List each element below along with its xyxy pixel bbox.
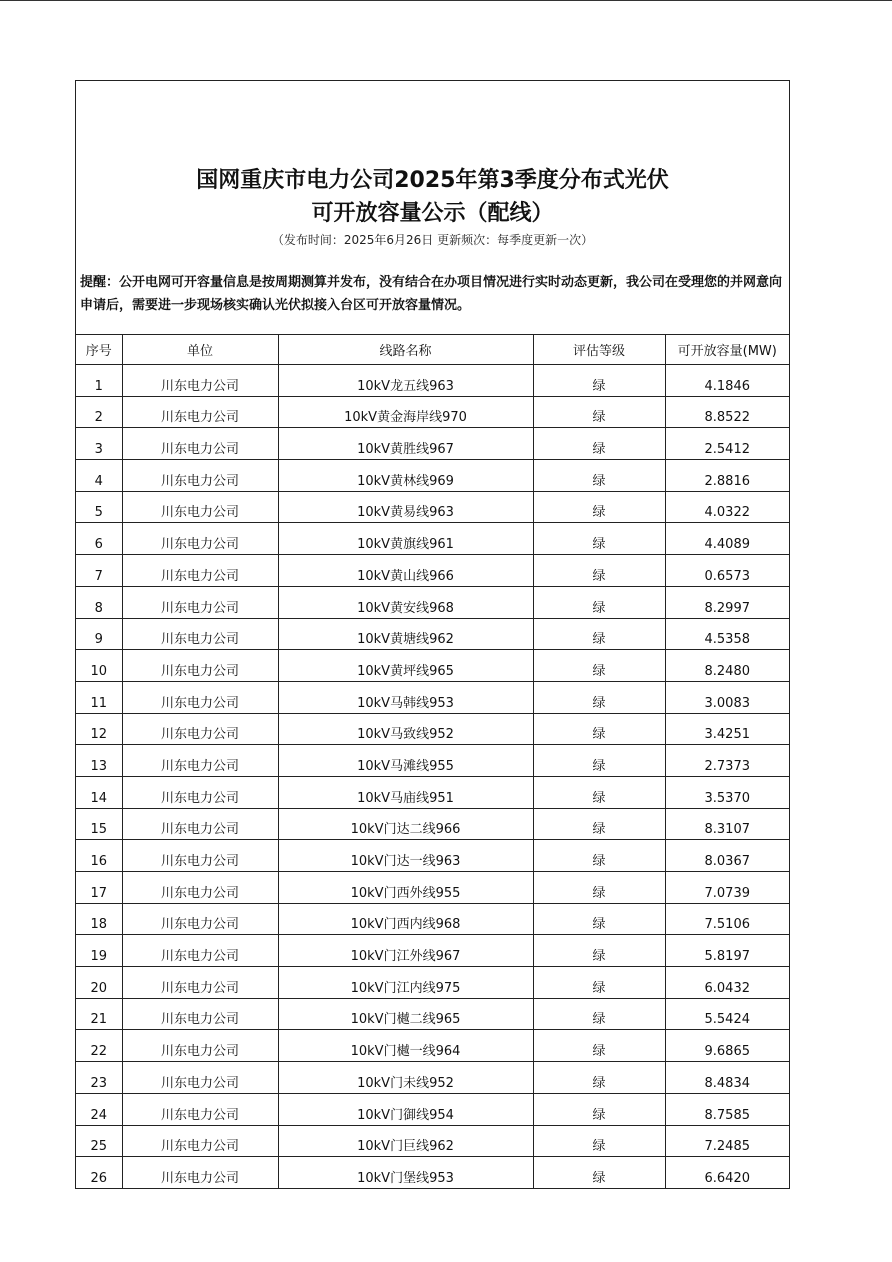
cell-line-name: 10kV门御线954 — [278, 1093, 533, 1125]
cell-line-name: 10kV门江内线975 — [278, 967, 533, 999]
cell-index: 16 — [76, 840, 122, 872]
cell-index: 20 — [76, 967, 122, 999]
cell-capacity: 8.7585 — [665, 1093, 789, 1125]
cell-unit: 川东电力公司 — [122, 460, 278, 492]
cell-index: 15 — [76, 808, 122, 840]
cell-line-name: 10kV马庙线951 — [278, 776, 533, 808]
cell-line-name: 10kV黄坪线965 — [278, 650, 533, 682]
cell-grade: 绿 — [533, 1093, 665, 1125]
cell-unit: 川东电力公司 — [122, 396, 278, 428]
cell-unit: 川东电力公司 — [122, 1030, 278, 1062]
cell-index: 10 — [76, 650, 122, 682]
page-title-line2: 可开放容量公示（配线） — [311, 201, 554, 226]
table-row — [76, 808, 789, 840]
cell-unit: 川东电力公司 — [122, 491, 278, 523]
cell-capacity: 8.0367 — [665, 840, 789, 872]
cell-capacity: 9.6865 — [665, 1030, 789, 1062]
table-row — [76, 745, 789, 777]
cell-index: 6 — [76, 523, 122, 555]
cell-grade: 绿 — [533, 745, 665, 777]
cell-unit: 川东电力公司 — [122, 713, 278, 745]
cell-unit: 川东电力公司 — [122, 523, 278, 555]
table-row — [76, 681, 789, 713]
cell-index: 22 — [76, 1030, 122, 1062]
cell-unit: 川东电力公司 — [122, 365, 278, 397]
cell-unit: 川东电力公司 — [122, 776, 278, 808]
cell-line-name: 10kV门樾一线964 — [278, 1030, 533, 1062]
cell-unit: 川东电力公司 — [122, 681, 278, 713]
table-row — [76, 1157, 789, 1189]
cell-capacity: 0.6573 — [665, 555, 789, 587]
notice-text: 提醒：公开电网可开容量信息是按周期测算并发布，没有结合在办项目情况进行实时动态更新，我公司在受理您的并网意向申请后，需要进一步现场核实确认光伏拟接入台区可开放容量情况。 — [80, 275, 783, 313]
table-header-row — [76, 335, 789, 365]
cell-index: 2 — [76, 396, 122, 428]
cell-line-name: 10kV马致线952 — [278, 713, 533, 745]
cell-index: 9 — [76, 618, 122, 650]
cell-unit: 川东电力公司 — [122, 1093, 278, 1125]
table-row — [76, 491, 789, 523]
table-row — [76, 396, 789, 428]
cell-grade: 绿 — [533, 872, 665, 904]
publish-info: （发布时间：2025年6月26日 更新频次：每季度更新一次） — [271, 233, 594, 247]
table-row — [76, 840, 789, 872]
table-row — [76, 365, 789, 397]
cell-line-name: 10kV门达二线966 — [278, 808, 533, 840]
cell-line-name: 10kV门樾二线965 — [278, 998, 533, 1030]
cell-unit: 川东电力公司 — [122, 618, 278, 650]
cell-capacity: 3.5370 — [665, 776, 789, 808]
page-title-line1: 国网重庆市电力公司2025年第3季度分布式光伏 — [196, 168, 669, 193]
cell-index: 7 — [76, 555, 122, 587]
cell-capacity: 7.0739 — [665, 872, 789, 904]
cell-grade: 绿 — [533, 967, 665, 999]
cell-capacity: 2.7373 — [665, 745, 789, 777]
cell-unit: 川东电力公司 — [122, 1157, 278, 1189]
table-row — [76, 460, 789, 492]
table-row — [76, 1062, 789, 1094]
cell-grade: 绿 — [533, 650, 665, 682]
cell-capacity: 5.5424 — [665, 998, 789, 1030]
cell-capacity: 8.8522 — [665, 396, 789, 428]
cell-grade: 绿 — [533, 998, 665, 1030]
cell-grade: 绿 — [533, 396, 665, 428]
cell-line-name: 10kV黄林线969 — [278, 460, 533, 492]
cell-unit: 川东电力公司 — [122, 998, 278, 1030]
cell-grade: 绿 — [533, 428, 665, 460]
table-row — [76, 1030, 789, 1062]
cell-unit: 川东电力公司 — [122, 428, 278, 460]
table-row — [76, 428, 789, 460]
cell-index: 24 — [76, 1093, 122, 1125]
table-row — [76, 713, 789, 745]
cell-capacity: 7.5106 — [665, 903, 789, 935]
cell-index: 11 — [76, 681, 122, 713]
table-row — [76, 555, 789, 587]
cell-line-name: 10kV黄胜线967 — [278, 428, 533, 460]
cell-capacity: 2.8816 — [665, 460, 789, 492]
table-row — [76, 1125, 789, 1157]
table-row — [76, 998, 789, 1030]
cell-line-name: 10kV马滩线955 — [278, 745, 533, 777]
header-line-name: 线路名称 — [278, 335, 533, 365]
cell-grade: 绿 — [533, 713, 665, 745]
cell-grade: 绿 — [533, 681, 665, 713]
cell-grade: 绿 — [533, 1062, 665, 1094]
cell-capacity: 5.8197 — [665, 935, 789, 967]
cell-line-name: 10kV马韩线953 — [278, 681, 533, 713]
cell-capacity: 2.5412 — [665, 428, 789, 460]
cell-unit: 川东电力公司 — [122, 903, 278, 935]
cell-line-name: 10kV龙五线963 — [278, 365, 533, 397]
cell-capacity: 7.2485 — [665, 1125, 789, 1157]
cell-unit: 川东电力公司 — [122, 555, 278, 587]
cell-grade: 绿 — [533, 460, 665, 492]
cell-unit: 川东电力公司 — [122, 586, 278, 618]
cell-grade: 绿 — [533, 555, 665, 587]
cell-line-name: 10kV黄旗线961 — [278, 523, 533, 555]
cell-grade: 绿 — [533, 523, 665, 555]
sheet-header — [76, 81, 789, 335]
cell-grade: 绿 — [533, 776, 665, 808]
cell-index: 14 — [76, 776, 122, 808]
page-top-border — [0, 0, 892, 1]
cell-line-name: 10kV门江外线967 — [278, 935, 533, 967]
cell-line-name: 10kV门西内线968 — [278, 903, 533, 935]
cell-line-name: 10kV黄易线963 — [278, 491, 533, 523]
cell-index: 23 — [76, 1062, 122, 1094]
cell-index: 1 — [76, 365, 122, 397]
cell-index: 3 — [76, 428, 122, 460]
cell-grade: 绿 — [533, 1157, 665, 1189]
cell-line-name: 10kV黄山线966 — [278, 555, 533, 587]
cell-index: 13 — [76, 745, 122, 777]
table-row — [76, 903, 789, 935]
cell-grade: 绿 — [533, 808, 665, 840]
cell-grade: 绿 — [533, 1030, 665, 1062]
cell-index: 12 — [76, 713, 122, 745]
cell-unit: 川东电力公司 — [122, 935, 278, 967]
table-row — [76, 618, 789, 650]
cell-index: 17 — [76, 872, 122, 904]
table-row — [76, 872, 789, 904]
cell-grade: 绿 — [533, 491, 665, 523]
cell-capacity: 3.4251 — [665, 713, 789, 745]
cell-grade: 绿 — [533, 586, 665, 618]
table-row — [76, 523, 789, 555]
table-row — [76, 967, 789, 999]
cell-index: 19 — [76, 935, 122, 967]
cell-unit: 川东电力公司 — [122, 1062, 278, 1094]
cell-capacity: 4.4089 — [665, 523, 789, 555]
cell-line-name: 10kV门堡线953 — [278, 1157, 533, 1189]
cell-index: 25 — [76, 1125, 122, 1157]
cell-line-name: 10kV门巨线962 — [278, 1125, 533, 1157]
cell-capacity: 8.3107 — [665, 808, 789, 840]
cell-capacity: 4.0322 — [665, 491, 789, 523]
cell-index: 26 — [76, 1157, 122, 1189]
table-body — [76, 365, 789, 1189]
cell-capacity: 8.2480 — [665, 650, 789, 682]
header-capacity: 可开放容量(MW) — [665, 335, 789, 365]
cell-unit: 川东电力公司 — [122, 808, 278, 840]
table-row — [76, 776, 789, 808]
cell-line-name: 10kV黄金海岸线970 — [278, 396, 533, 428]
cell-line-name: 10kV门未线952 — [278, 1062, 533, 1094]
table-row — [76, 650, 789, 682]
cell-unit: 川东电力公司 — [122, 745, 278, 777]
cell-grade: 绿 — [533, 1125, 665, 1157]
cell-capacity: 4.1846 — [665, 365, 789, 397]
cell-unit: 川东电力公司 — [122, 967, 278, 999]
table-row — [76, 1093, 789, 1125]
cell-capacity: 6.6420 — [665, 1157, 789, 1189]
cell-line-name: 10kV黄塘线962 — [278, 618, 533, 650]
table-row — [76, 935, 789, 967]
cell-grade: 绿 — [533, 935, 665, 967]
cell-grade: 绿 — [533, 365, 665, 397]
cell-line-name: 10kV黄安线968 — [278, 586, 533, 618]
cell-index: 21 — [76, 998, 122, 1030]
cell-index: 8 — [76, 586, 122, 618]
cell-grade: 绿 — [533, 840, 665, 872]
table-row — [76, 586, 789, 618]
cell-capacity: 8.4834 — [665, 1062, 789, 1094]
cell-index: 4 — [76, 460, 122, 492]
header-grade: 评估等级 — [533, 335, 665, 365]
cell-unit: 川东电力公司 — [122, 840, 278, 872]
cell-unit: 川东电力公司 — [122, 1125, 278, 1157]
cell-line-name: 10kV门达一线963 — [278, 840, 533, 872]
cell-unit: 川东电力公司 — [122, 872, 278, 904]
capacity-sheet — [75, 80, 790, 1189]
cell-grade: 绿 — [533, 618, 665, 650]
cell-index: 18 — [76, 903, 122, 935]
header-unit: 单位 — [122, 335, 278, 365]
cell-capacity: 6.0432 — [665, 967, 789, 999]
cell-capacity: 4.5358 — [665, 618, 789, 650]
header-index: 序号 — [76, 335, 122, 365]
cell-index: 5 — [76, 491, 122, 523]
cell-capacity: 8.2997 — [665, 586, 789, 618]
cell-unit: 川东电力公司 — [122, 650, 278, 682]
capacity-table — [76, 335, 789, 1189]
cell-line-name: 10kV门西外线955 — [278, 872, 533, 904]
cell-capacity: 3.0083 — [665, 681, 789, 713]
cell-grade: 绿 — [533, 903, 665, 935]
